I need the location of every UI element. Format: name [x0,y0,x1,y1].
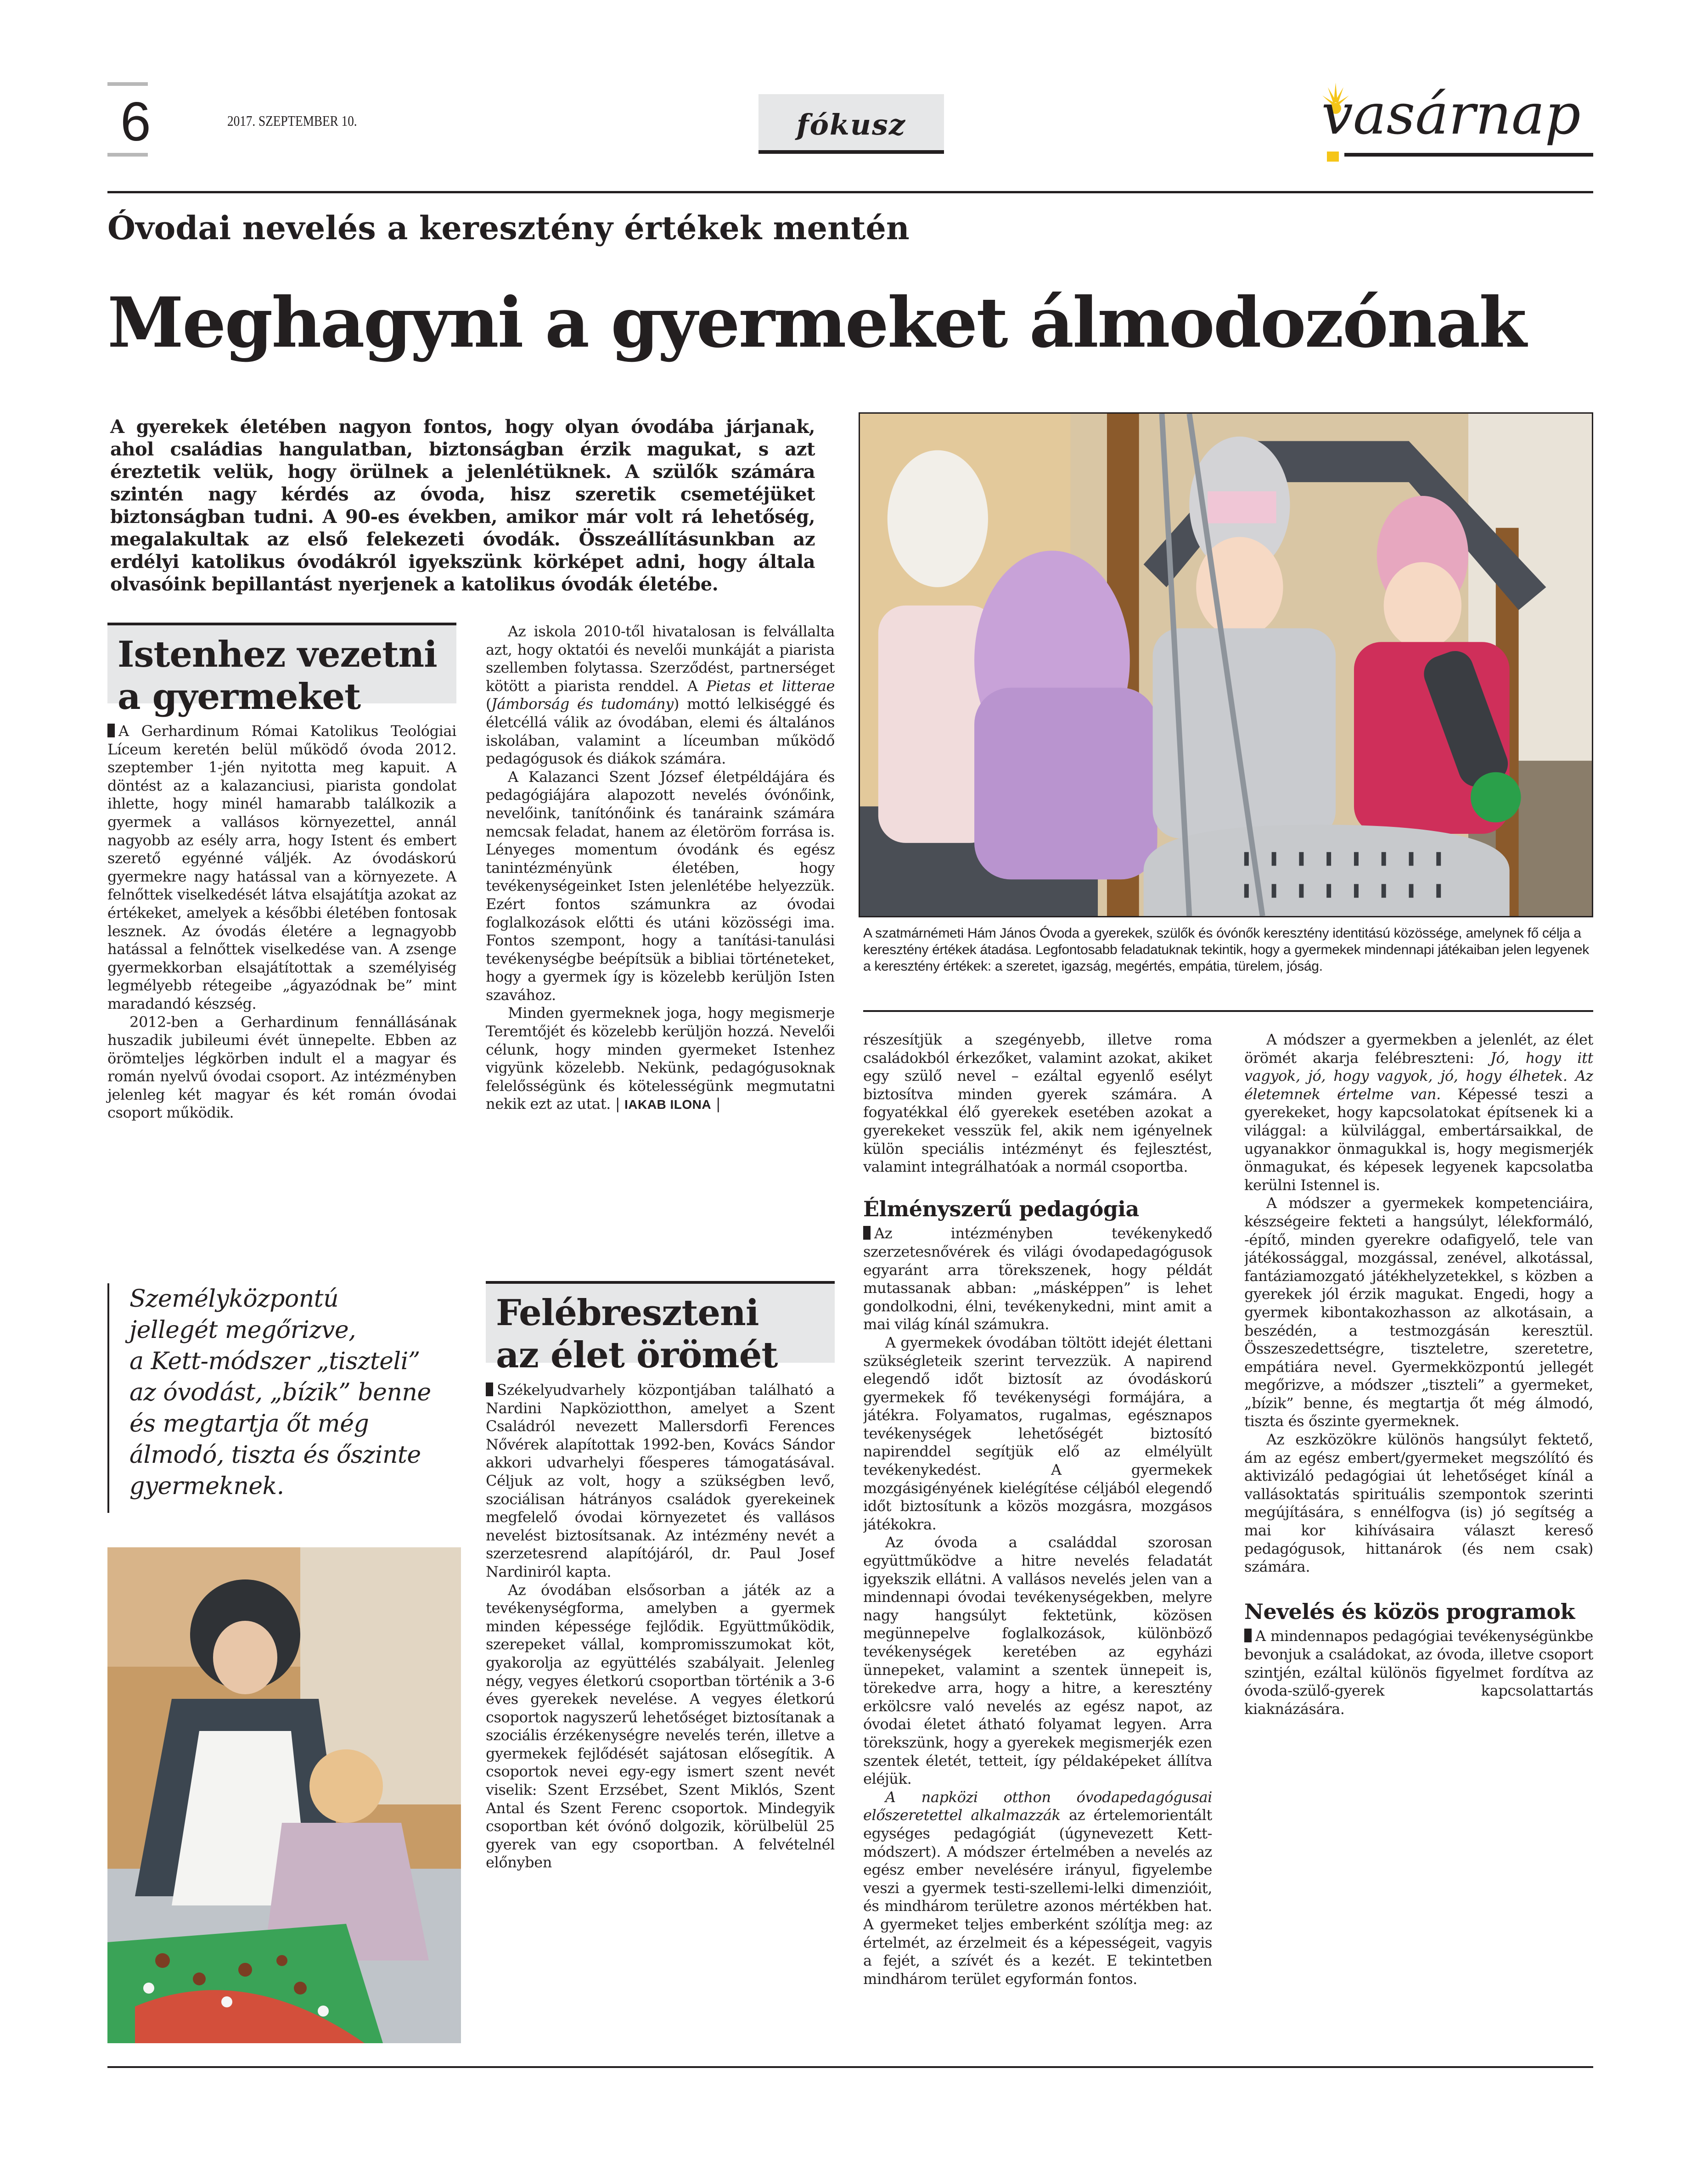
column-2-body [486,623,835,1114]
section2-paragraph-5: A gyermekek óvodában töltött idejét élettani szükségleteik szerint tervezzük. A napirend elegendő időt biztosít az óvodáskorú gyermekek fő tevékenységi formájára, a játékra. Folyamatos, rugalmas, egésznapos tevékenységek lehetőségét biztosító napirenddel segítjük elő az elmélyült tevékenykedést. A gyermekek mozgásigényének kielégítése céljából elegendő időt biztosítunk a közös mozgásra, mozgásos játékokra. [863,1333,1212,1533]
motto-latin: Pietas et litterae [706,677,835,695]
column-4-body [1244,1031,1593,2041]
text-run: Képessé teszi a gyerekeket, hogy kapcsolatokat építsenek ki a világgal: a külvilággal, embertársaikkal, de ugyanakkor önmagukkal is, hogy megismerjék önmagukat, és képesek legyenek kapcsolatba kerülni Istennel is. [1244,1085,1593,1194]
section2-paragraph-6: Az óvoda a családdal szorosan együttműködve a hitre nevelés feladatát igyekszik ellátni. A vallásos nevelés jelen van a mindennapi óvodai tevékenységekben, melyre nagy hangsúlyt fektetünk, közösen megünnepelve foglalkozások, különböző tevékenységek keretében az egyházi ünnepeket, valamint a szentek ünnepeit is, törekedve arra, hogy a hitre, a keresztény erkölcsre való nevelés az egész napot, az óvodai életet átható folyamat legyen. Arra törekszünk, hogy a gyerekek megismerjék ezen szentek életét, tetteit, így példaképeket állítva eléjük. [863,1534,1212,1788]
photo-nun-with-child-icon [107,1547,461,2043]
italic-emphasis: A napközi otthon óvodapedagógusai előszeretettel alkalmazzák [863,1788,1212,1824]
section2-paragraph-9: A módszer a gyermekek kompetenciáira, készségeire fekteti a hangsúlyt, lélekformáló, -építő, minden gyerekre odafigyelő, tele van játékossággal, mozgással, zenével, alkotással, fantáziamozgató játékhelyzetekkel, s közben a gyerekek jól érzik magukat. Engedi, hogy a gyermek kibontakozhasson az alkotásain, a beszédén, a testmozgásán keresztül. Összeszedettségre, tiszteletre, szeretetre, empátiára nevel. Gyermekközpontú jellegét megőrizve, a módszer „tiszteli” a gyermeket, „bízik” benne, és megtartja őt még álmodó, tiszta és őszinte gyermeknek. [1244,1194,1593,1430]
section2-paragraph-1: Székelyudvarhely központjában található a Nardini Napköziotthon, amelyet a Szent Családról nevezett Mallersdorfi Ferences Nővérek alapítottak 1992-ben, Kovács Sándor akkori udvarhelyi főesperes támogatásával. Céljuk az volt, hogy a szükségben levő, szociálisan hátrányos családok gyerekeinek megfelelő óvodai környezetet és vallásos nevelést biztosítsanak. Az intézmény nevét a szerzetesrend alapítójáról, dr. Paul Josef Nardiniról kapta. [486,1381,835,1580]
section1-paragraph-2: 2012-ben a Gerhardinum fennállásának huszadik jubileumi évét ünnepelte. Ebben az örömteljes légkörben indult el a magyar és román nyelvű óvodai csoport. Az intézményben jelenleg két magyar és két román óvodai csoport működik. [107,1013,456,1122]
text-run: A módszer a gyermekben a jelenlét, az élet örömét akarja felébreszteni: [1244,1031,1593,1067]
pullquote-line: Személyközpontú [129,1285,339,1313]
subhead-line-2: a gyermeket [118,676,361,718]
pullquote [107,1283,456,1513]
subhead-line-2: az élet örömét [496,1334,778,1376]
subhead-line-1: Felébreszteni [496,1292,759,1334]
text-run: Az iskola 2010-től hivatalosan is felvállalta azt, hogy oktatói és nevelői munkáját a piarista szellemben folytassa. Szerződést, partnerséget kötött a piarista renddel. A [486,623,835,695]
issue-date: 2017. SZEPTEMBER 10. [227,112,357,129]
italic-quote: Jó, hogy itt vagyok, jó, hogy vagyok, jó, hogy élhetek. Az életemnek értelme van. [1244,1049,1593,1103]
page-number: 6 [120,91,151,152]
page-number-bar-bottom [107,153,148,157]
brand-logo[interactable]: vasárnap [1321,82,1581,147]
page-number-bar-top [107,82,148,86]
section2-paragraph-7: az értelemorientált egységes pedagógiát (úgynevezett Kett-módszert). A módszer értelmében a nevelés az egész ember nevelésére irányul, figyelembe veszi a gyermek testi-szellemi-lelki dimenzióit, és mindhárom területre azonos mértékben hat. A gyermeket teljes emberként szólítja meg: az értelmét, az érzelmeit és a képességeit, vagyis a fejét, a szívét és a kezét. E tekintetben mindhárom terület egyformán fontos. [863,1806,1212,1988]
byline-separator: | [615,1095,620,1113]
section-label: fókusz [796,107,906,141]
photo-children-playground-icon [860,414,1592,916]
paragraph-marker-icon [1244,1629,1252,1642]
section2-paragraph-10: Az eszközökre különös hangsúlyt fektető, ám az egész embert/gyermeket megszólító és aktivizáló pedagógiai út lehetőséget kínál a vallásoktatás spirituális szempontok szerinti megújítására, s ennélfogva (is) jó segítség a mai kor kihívásaira választ kereső pedagógusok, hittanárok (és nem csak) számára. [1244,1431,1593,1576]
subhead-elmenyszeru: Élményszerű pedagógia [863,1196,1139,1221]
photo-children-playground [859,412,1593,917]
pullquote-line: álmodó, tiszta és őszinte [129,1441,421,1469]
column-3-body [863,1031,1212,2041]
header-rule [107,191,1593,193]
brand-underline [1344,153,1593,157]
photo-main-caption: A szatmárnémeti Hám János Óvoda a gyerekek, szülők és óvónők keresztény identitású közössége, amelynek fő célja a keresztény értékek átadása. Legfontosabb feladatuknak tekintik, hogy a gyermekek mindennapi játékaiban jelen legyenek a keresztény értékek: a szeretet, igazság, megértés, empátia, türelem, jóság. [863,926,1589,974]
section2-paragraph-2: Az óvodában elsősorban a játék az a tevékenységforma, amelyben a gyermek minden képessége fejlődik. Együttműködik, szerepeket vállal, kompromisszumokat köt, gyakorolja az együttélés szabályait. Jelenleg négy, vegyes életkorú csoportban történik a 3-6 éves gyerekek nevelése. A vegyes életkorú csoportok nagyszerű lehetőséget biztosítanak a szociális érzékenységre nevelés terén, illetve a gyermekek fejlődését sajátosan elősegítik. A csoportok nevei egy-egy ismert szent nevét viselik: Szent Erzsébet, Szent Miklós, Szent Antal és Szent Ferenc csoportok. Mindegyik csoportban két óvónő dolgozik, körülbelül 25 gyerek van egy csoportban. A felvételnél előnyben [486,1581,835,1871]
caption-rule [863,1010,1593,1012]
subhead-neveles-kozos-programok: Nevelés és közös programok [1244,1599,1575,1624]
pullquote-line: jellegét megőrizve, [129,1316,356,1344]
section1-paragraph-5: Minden gyermeknek joga, hogy megismerje Teremtőjét és közelebb kerüljön hozzá. Nevelői célunk, hogy minden gyermeket Istenhez vigyünk közelebb. Nekünk, pedagógusoknak felelősségünk és kötelességünk megmutatni nekik ezt az utat. [486,1004,835,1113]
article-lead: A gyerekek életében nagyon fontos, hogy olyan óvodába járjanak, ahol családias hangulatban, biztonságban érzik magukat, s azt éreztetik velük, hogy örülnek a jelenlétüknek. A szülők számára szintén nagy kérdés az óvoda, hisz szeretik csemetéjüket biztonságban tudni. A 90-es években, amikor már volt rá lehetőség, megalakultak az első felekezeti óvodák. Összeállításunkban az erdélyi katolikus óvodákról igyekszünk körképet adni, hogy általa olvasóink bepillantást nyerjenek a katolikus óvodák életébe. [110,416,815,595]
text-run: ) mottó lelkiséggé és életcéllá válik az óvodában, elemi és általános iskolában, valamint a líceumban működő pedagógusok és diákok számára. [486,695,835,768]
byline-author: IAKAB ILONA [624,1097,712,1112]
footer-rule [107,2066,1593,2068]
pullquote-line: és megtartja őt még [129,1410,369,1438]
section1-paragraph-4: A Kalazanci Szent József életpéldájára és pedagógiájára alapozott nevelés óvónőink, nevelőink, tanítónőink és tanáraink számára nemcsak feladat, hanem az életöröm forrása is. Lényeges momentum óvodánk és egész tanintézményünk életében, hogy tevékenységeinket Isten jelenlétébe helyezzük. Ezért fontos számunkra az óvodai foglalkozások előtti és utáni közösségi ima. Fontos szempont, hogy a tanítási-tanulási tevékenységbe beépítsük a bibliai történeteket, hogy a gyermek így is közelebb kerüljön Isten szavához. [486,768,835,1004]
motto-hungarian: Jámborság és tudomány [491,695,674,713]
section2-paragraph-3: részesítjük a szegényebb, illetve roma családokból érkezőket, valamint azokat, akiket egy szülő nevel – ezáltal egyenlő esélyt biztosítva minden gyerek számára. A fogyatékkal élő gyerekek esetében azokat a gyerekeket vesszük fel, akik nem igényelnek külön speciális intézményt és fejlesztést, valamint integrálhatóak a normál csoportba. [863,1031,1212,1176]
text-run: ( [486,695,492,713]
paragraph-marker-icon [486,1382,493,1396]
column-1-body [107,722,456,1122]
subhead-line-1: Istenhez vezetni [118,634,437,675]
section2-paragraph-11: A mindennapos pedagógiai tevékenységünkbe bevonjuk a családokat, az óvoda, illetve csoport szintjén, ezáltal különös figyelmet fordítva az óvoda-szülő-gyerek kapcsolattartás kiaknázására. [1244,1627,1593,1718]
article-kicker: Óvodai nevelés a keresztény értékek mentén [107,209,910,247]
paragraph-marker-icon [107,724,115,737]
section-tag[interactable] [758,94,944,154]
subhead-box-felebreszteni [486,1281,835,1376]
section1-paragraph-1: A Gerhardinum Római Katolikus Teológiai Líceum keretén belül működő óvoda 2012. szeptember 1-jén nyitotta meg kapuit. A döntést az a kalazanciusi, piarista gondolat ihlette, hogy minél hamarabb találkozik a gyermek a vallásos környezettel, annál nagyobb az esély arra, hogy Istent és embert szerető egyénné váljék. Az óvodáskorú gyermekre nagy hatással van a környezete. A felnőttek viselkedését látva elsajátítja azokat az értékeket, amelyek a későbbi életében fontosak lesznek. Az óvodás életére a legnagyobb hatással a felnőttek viselkedése van. A zsenge gyermekkorban elsajátítottak a személyiség legmélyebb rétegeibe „ágyazódnak be” mint maradandó készség. [107,722,456,1012]
pullquote-line: az óvodást, „bízik” benne [129,1379,431,1406]
subhead-box-istenhez [107,623,456,718]
byline-separator: | [715,1095,721,1113]
section2-paragraph-4: Az intézményben tevékenykedő szerzetesnővérek és világi óvodapedagógusok egyaránt arra törekszenek, hogy példát mutassanak abban: „másképpen” is lehet gondolkodni, élni, tevékenykedni, mint amit a mai világ kínál számukra. [863,1225,1212,1333]
photo-nun-with-child [107,1547,461,2043]
pullquote-line: a Kett-módszer „tiszteli” [129,1348,420,1375]
brand-yellow-square [1327,152,1339,162]
paragraph-marker-icon [863,1226,871,1240]
column-2b-body [486,1381,835,2033]
article-headline: Meghagyni a gyermeket álmodozónak [107,282,1526,363]
pullquote-line: gyermeknek. [129,1472,284,1500]
